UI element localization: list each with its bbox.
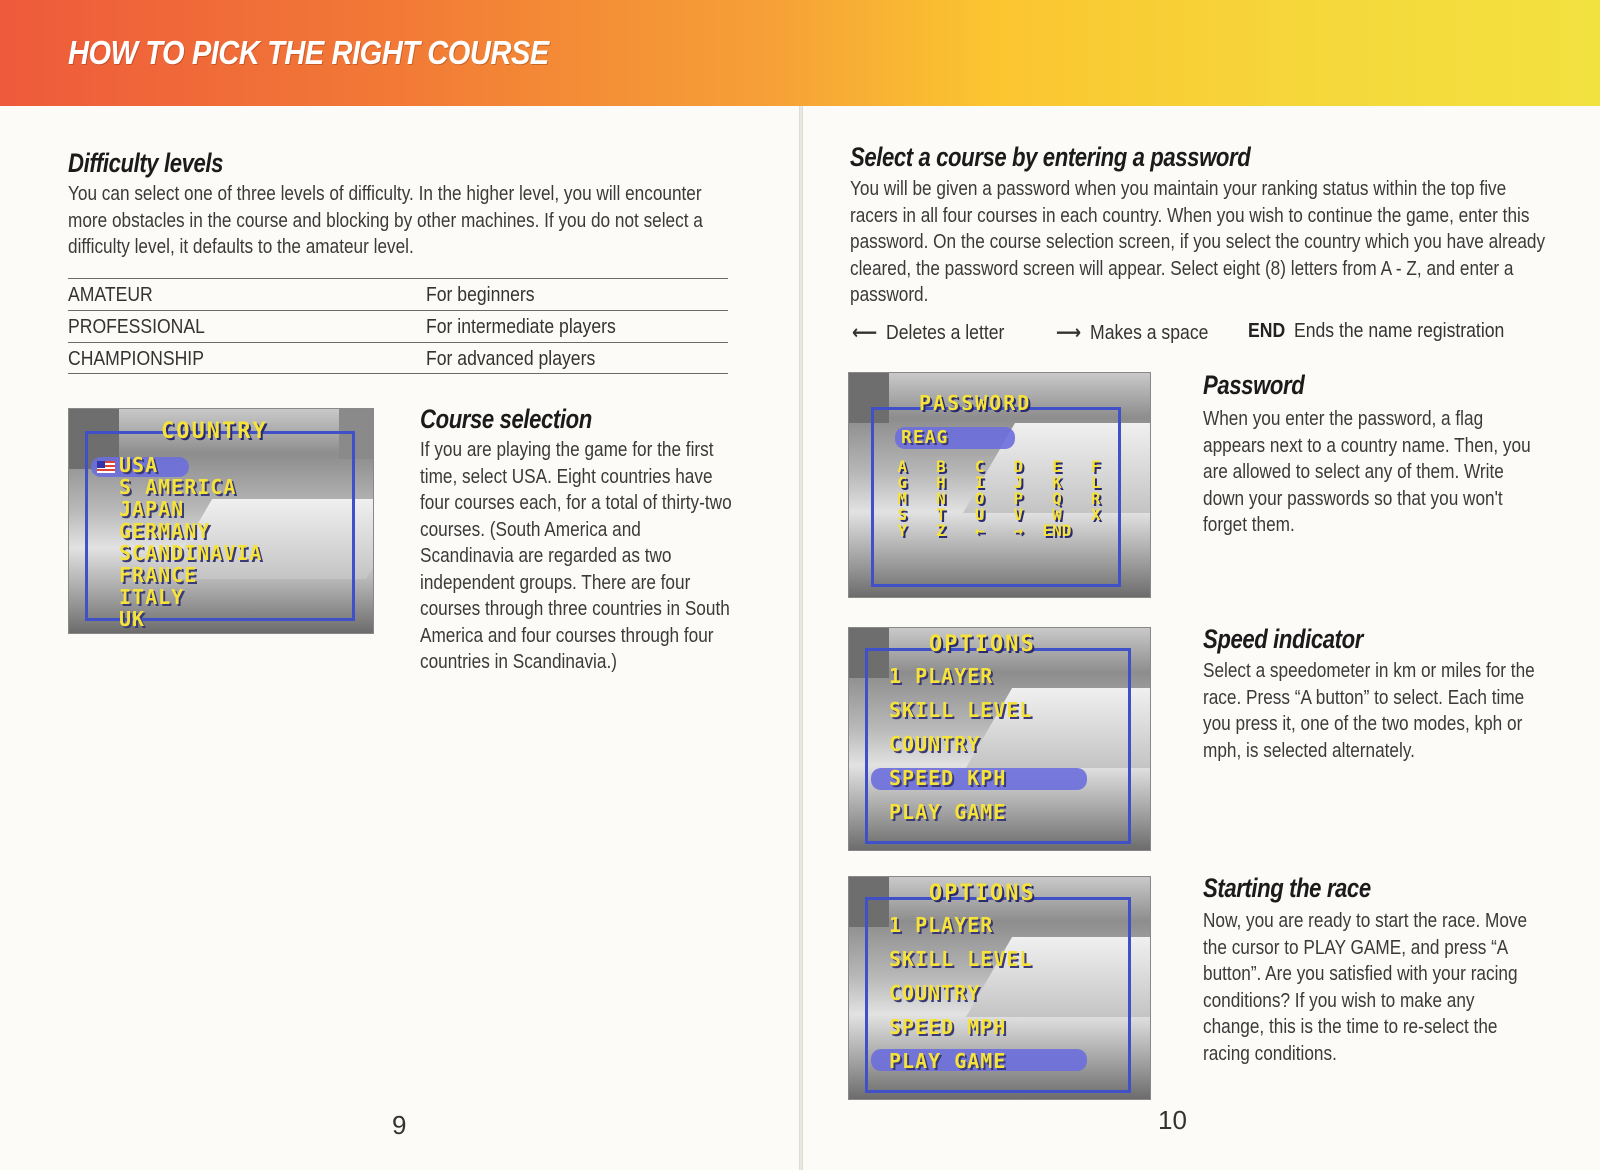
- menu-item: COUNTRY: [889, 732, 981, 756]
- letter-cell: I: [974, 473, 985, 492]
- options-kph-screenshot: [848, 627, 1151, 851]
- screen-title: PASSWORD: [919, 391, 1032, 415]
- country-select-screenshot: [68, 408, 374, 634]
- letter-cell: C: [974, 457, 985, 476]
- letter-cell: T: [936, 505, 946, 524]
- letter-cell: A: [897, 457, 908, 476]
- header-banner: [0, 0, 1600, 106]
- letter-cell: →: [1013, 521, 1024, 540]
- letter-cell: END: [1042, 521, 1072, 540]
- options-mph-screenshot: [848, 876, 1151, 1100]
- starting-text: Now, you are ready to start the race. Move the cursor to PLAY GAME, and press “A button”. Are you satisfied with your racing conditions? If you wish to make any change, this is the time to re-select the racing conditions.: [1203, 910, 1528, 1065]
- menu-item: PLAY GAME: [889, 1049, 1007, 1073]
- letter-cell: G: [897, 473, 908, 492]
- speed-heading: Speed indicator: [1203, 624, 1363, 654]
- letter-cell: S: [897, 505, 908, 524]
- screen-title: COUNTRY: [161, 419, 268, 444]
- level-description: For advanced players: [426, 348, 596, 370]
- menu-item: SPEED KPH: [889, 766, 1007, 790]
- level-description: For intermediate players: [426, 316, 616, 338]
- course-selection-text: If you are playing the game for the first time, select USA. Eight countries have four courses each, for a total of thirty-two courses. (South America and Scandinavia are regarded as two independent groups. There are four courses through three countries in South America and four courses through four countries in Scandinavia.): [420, 439, 732, 673]
- letter-cell: V: [1013, 505, 1024, 524]
- menu-item: S AMERICA: [119, 475, 237, 499]
- difficulty-heading: Difficulty levels: [68, 148, 224, 178]
- password-intro-text: You will be given a password when you maintain your ranking status within the top five racers in all four courses in each country. When you wish to continue the game, enter this password. On the course selection screen, if you select the country which you have already cleared, the password screen will appear. Select eight (8) letters from A - Z, and enter a password.: [850, 178, 1546, 306]
- letter-cell: F: [1090, 457, 1101, 476]
- level-name: CHAMPIONSHIP: [68, 348, 204, 370]
- letter-cell: K: [1052, 473, 1062, 492]
- legend-label: Deletes a letter: [886, 322, 1005, 344]
- menu-item: 1 PLAYER: [889, 913, 994, 937]
- banner-title: HOW TO PICK THE RIGHT COURSE: [68, 34, 549, 71]
- letter-cell: ←: [974, 521, 985, 540]
- level-name: AMATEUR: [68, 284, 153, 306]
- menu-item: 1 PLAYER: [889, 664, 994, 688]
- legend-item: [1248, 320, 1504, 343]
- menu-item: UK: [119, 607, 146, 631]
- book-gutter: [799, 0, 803, 1170]
- menu-item: SKILL LEVEL: [889, 947, 1033, 971]
- letter-cell: D: [1013, 457, 1024, 476]
- usa-flag-icon: [97, 461, 115, 473]
- letter-cell: R: [1090, 489, 1101, 508]
- course-selection-heading: Course selection: [420, 404, 592, 434]
- screen-title: OPTIONS: [929, 632, 1036, 657]
- letter-cell: B: [936, 457, 946, 476]
- menu-item: USA: [119, 453, 159, 477]
- letter-cell: X: [1090, 505, 1101, 524]
- menu-item: COUNTRY: [889, 981, 981, 1005]
- legend-item: [852, 320, 1004, 345]
- letter-cell: L: [1090, 473, 1101, 492]
- letter-cell: Z: [936, 521, 946, 540]
- difficulty-text: You can select one of three levels of difficulty. In the higher level, you will encounter more obstacles in the course and blocking by other machines. If you do not select a difficulty level, it defaults to the amateur level.: [68, 183, 703, 258]
- password-entry: REAG: [901, 427, 949, 448]
- screen-title: OPTIONS: [929, 881, 1036, 906]
- legend-item: [1056, 320, 1208, 345]
- table-row: [68, 342, 728, 374]
- letter-cell: O: [974, 489, 985, 508]
- letter-cell: E: [1052, 457, 1062, 476]
- menu-item: JAPAN: [119, 497, 185, 521]
- key-legend: [852, 320, 1572, 350]
- legend-label: Makes a space: [1090, 322, 1209, 344]
- letter-cell: Q: [1052, 489, 1062, 508]
- letter-cell: J: [1013, 473, 1024, 492]
- starting-heading: Starting the race: [1203, 873, 1371, 903]
- letter-cell: M: [897, 489, 908, 508]
- password-text: When you enter the password, a flag appears next to a country name. Then, you are allowed to select any of them. Write down your passwords so that you won't forget them.: [1203, 408, 1531, 536]
- menu-item: FRANCE: [119, 563, 198, 587]
- page-number: 9: [392, 1110, 407, 1140]
- letter-cell: H: [936, 473, 946, 492]
- menu-item: SCANDINAVIA: [119, 541, 263, 565]
- menu-item: SPEED MPH: [889, 1015, 1007, 1039]
- password-screenshot: [848, 372, 1151, 598]
- difficulty-table: [68, 278, 728, 374]
- menu-item: PLAY GAME: [889, 800, 1007, 824]
- letter-cell: P: [1013, 489, 1024, 508]
- menu-item: GERMANY: [119, 519, 211, 543]
- level-description: For beginners: [426, 284, 535, 306]
- end-key-label: END: [1248, 320, 1286, 342]
- left-arrow-icon: ⟵: [852, 320, 878, 344]
- letter-cell: N: [936, 489, 946, 508]
- menu-item: ITALY: [119, 585, 185, 609]
- password-heading: Password: [1203, 370, 1305, 400]
- letter-cell: W: [1052, 505, 1062, 524]
- speed-text: Select a speedometer in km or miles for the race. Press “A button” to select. Each time you press it, one of the two modes, kph or mph, is selected alternately.: [1203, 660, 1535, 762]
- letter-cell: Y: [897, 521, 908, 540]
- letter-grid: [883, 459, 1115, 539]
- table-row: [68, 310, 728, 342]
- menu-item: SKILL LEVEL: [889, 698, 1033, 722]
- table-row: [68, 278, 728, 310]
- letter-cell: U: [974, 505, 985, 524]
- right-arrow-icon: ⟶: [1056, 320, 1082, 344]
- legend-label: Ends the name registration: [1293, 320, 1505, 342]
- letter-cell: [1076, 523, 1115, 539]
- page-number: 10: [1158, 1105, 1187, 1135]
- password-intro-heading: Select a course by entering a password: [850, 142, 1251, 172]
- level-name: PROFESSIONAL: [68, 316, 205, 338]
